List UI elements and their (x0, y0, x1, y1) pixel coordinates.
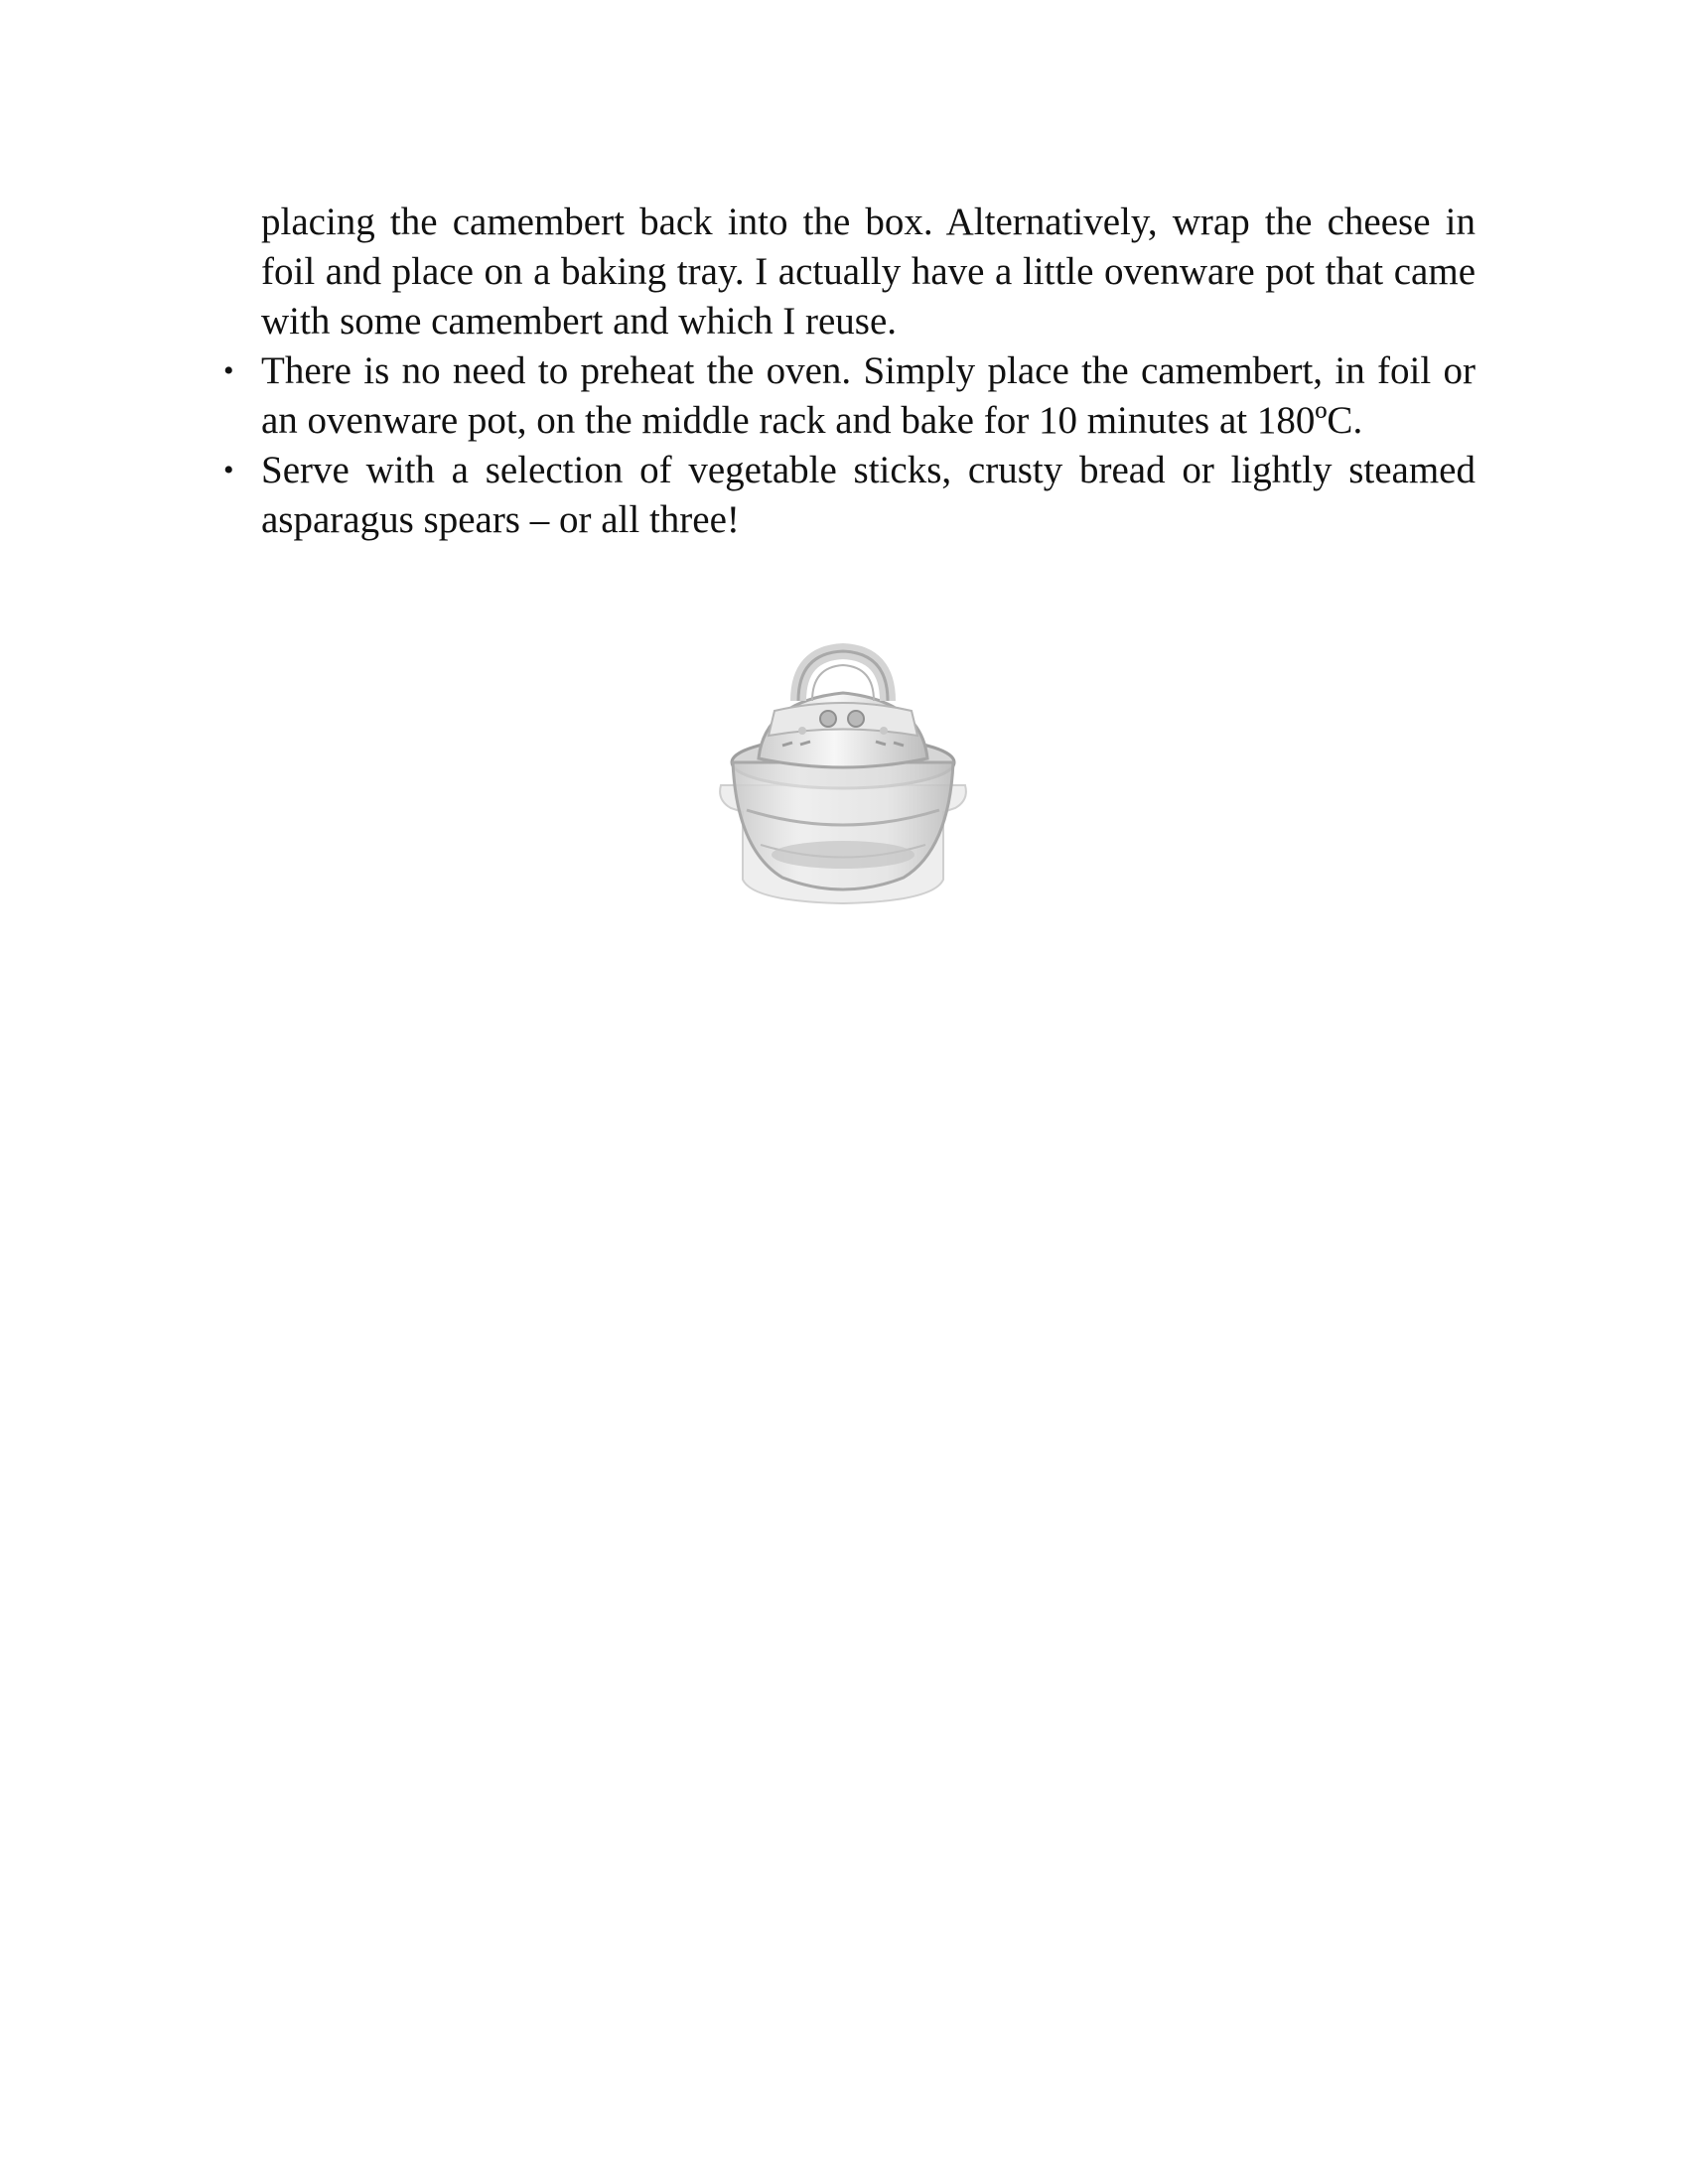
bullet-text: There is no need to preheat the oven. Simply place the camembert, in foil or an ovenware pot, on the middle rack and bake for 10 minutes at 180ºC. (261, 349, 1476, 442)
bullet-text: Serve with a selection of vegetable sticks, crusty bread or lightly steamed asparagus spears – or all three! (261, 449, 1476, 541)
bullet-icon: • (223, 454, 234, 486)
continuation-paragraph: placing the camembert back into the box. Alternatively, wrap the cheese in foil and place on a baking tray. I actually have a little ovenware pot that came with some camembert and which I reuse. (261, 201, 1476, 342)
bullet-item-preheat (223, 346, 1476, 446)
halogen-oven-icon (713, 641, 973, 907)
bullet-icon: • (223, 354, 234, 387)
bullet-item-serve (223, 446, 1476, 545)
bullet-list (223, 346, 1476, 545)
recipe-instructions (223, 198, 1476, 545)
